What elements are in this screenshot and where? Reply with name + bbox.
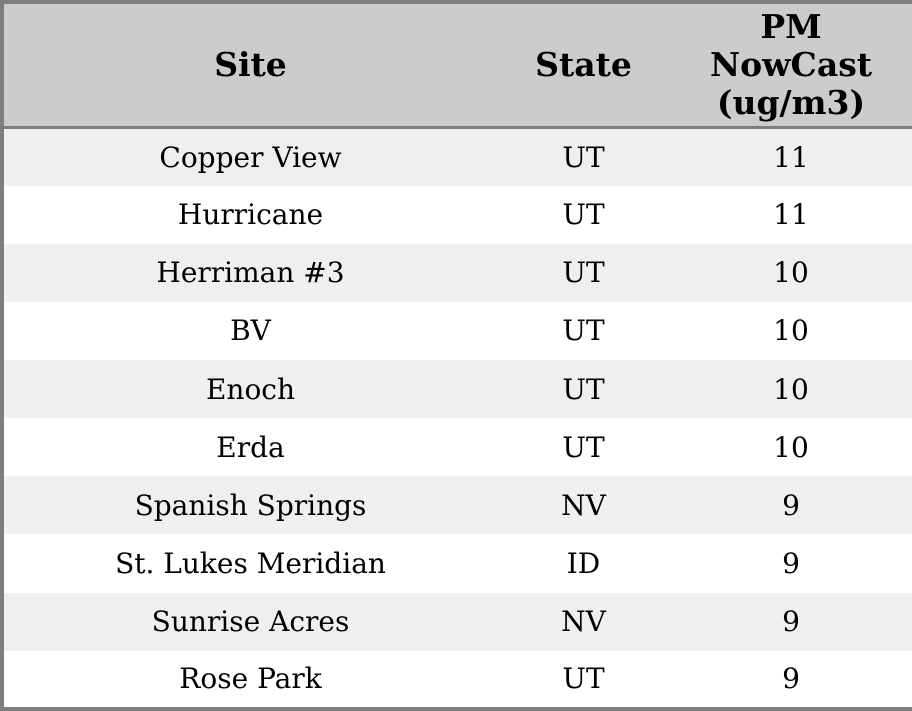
pm-cell: 11 [773,140,809,174]
pm-cell: 9 [782,605,800,639]
pm-cell: 9 [782,488,800,522]
pm-cell: 9 [782,662,800,696]
state-cell: UT [562,198,605,232]
table-row [2,651,912,709]
header-row [2,2,912,128]
site-cell: St. Lukes Meridian [115,547,386,581]
table-row [2,593,912,651]
state-cell: UT [562,256,605,290]
table-row [2,476,912,534]
state-cell: UT [562,372,605,406]
state-cell: UT [562,430,605,464]
site-cell: Copper View [159,140,342,174]
pm-cell: 10 [773,256,809,290]
pm-cell: 9 [782,547,800,581]
site-cell: Erda [216,430,285,464]
header-site-label: Site [214,45,287,85]
table-row [2,244,912,302]
header-pm-nowcast-label: PM NowCast (ug/m3) [709,7,873,122]
site-cell: Enoch [205,372,296,406]
site-cell: Sunrise Acres [151,605,350,639]
table-row [2,302,912,360]
site-cell: Spanish Springs [134,488,367,522]
pm-cell: 11 [773,198,809,232]
site-cell: BV [230,314,271,348]
site-cell: Hurricane [177,198,324,232]
pm-cell: 10 [773,314,809,348]
header-state-label: State [535,45,632,85]
state-cell: ID [566,547,601,581]
pm-cell: 10 [773,372,809,406]
state-cell: NV [561,605,606,639]
header-pm-nowcast [670,2,912,128]
header-state [497,2,670,128]
state-cell: NV [561,488,606,522]
header-site [2,2,497,128]
table-row [2,128,912,186]
pm-cell: 10 [773,430,809,464]
state-cell: UT [562,662,605,696]
table-row [2,418,912,476]
site-cell: Herriman #3 [156,256,345,290]
state-cell: UT [562,314,605,348]
table-row [2,186,912,244]
table-row [2,360,912,418]
table-body [2,128,912,710]
site-cell: Rose Park [179,662,322,696]
table-row [2,534,912,592]
table-header [2,2,912,128]
state-cell: UT [562,140,605,174]
